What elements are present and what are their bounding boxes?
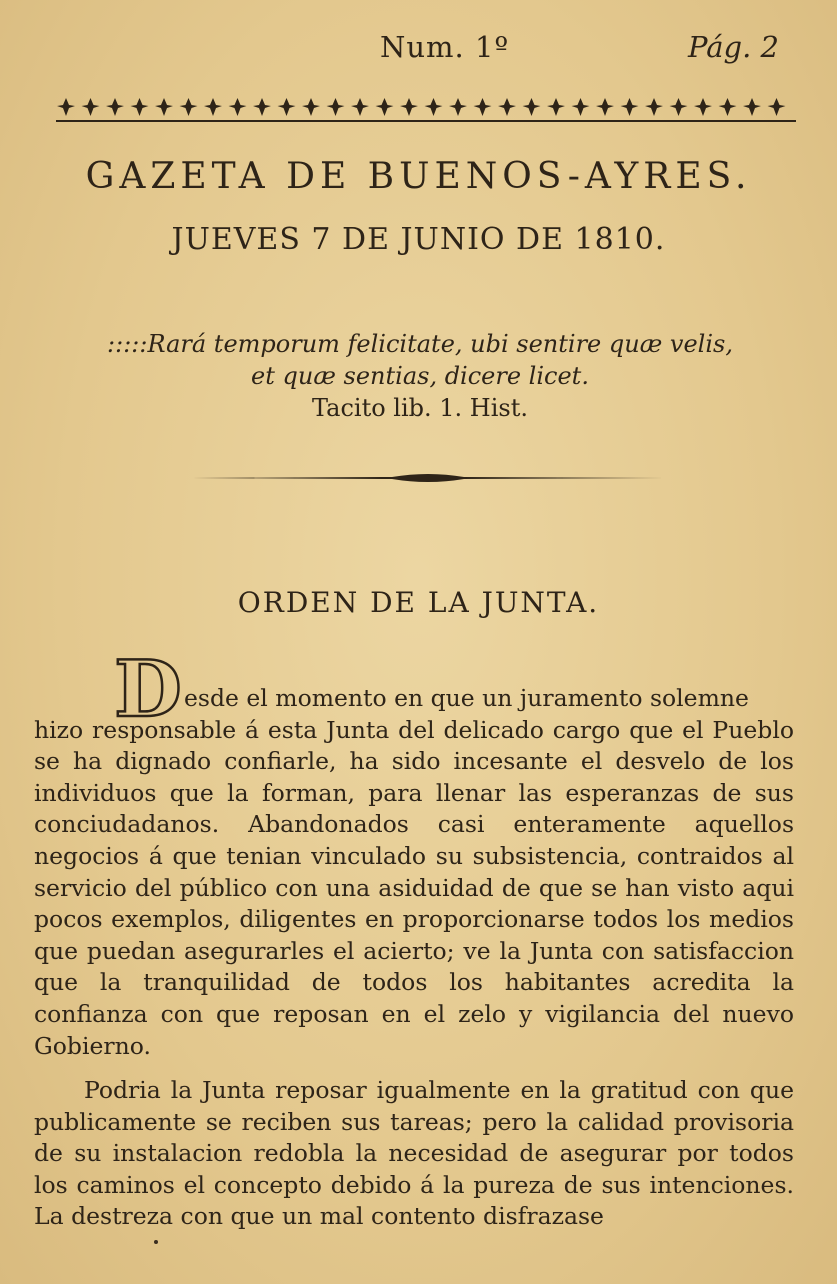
- fleuron-ornament: [425, 98, 443, 116]
- paragraph-1-body: hizo responsable á esta Junta del delicado cargo que el Pueblo se ha dignado confiarle, ha sido incesante el desvelo de los individuos que la forman, para llenar las esperanzas de sus conciudadanos. Abandonados casi enteramente aquellos negocios á que tenian vinculado su subsistencia, contraidos al servicio del público con una asiduidad de que se han visto aqui pocos exemplos, diligentes en proporcionarse todos los medios que puedan asegurarles el acierto; ve la Junta con satisfaccion que la tranquilidad de todos los habitantes acredita la confianza con que reposan en el zelo y vigilancia del nuevo Gobierno.: [34, 715, 794, 1060]
- section-divider: [192, 468, 664, 488]
- drop-cap-letter: D: [114, 652, 182, 728]
- fleuron-ornament: [719, 98, 737, 116]
- fleuron-ornament: [204, 98, 222, 116]
- fleuron-ornament: [302, 98, 320, 116]
- fleuron-ornament: [106, 98, 124, 116]
- fleuron-ornament: [743, 98, 761, 116]
- fleuron-ornament: [547, 98, 565, 116]
- fleuron-ornament: [523, 98, 541, 116]
- fleuron-ornament: [229, 98, 247, 116]
- fleuron-ornament: [670, 98, 688, 116]
- epigraph: [60, 328, 780, 424]
- ink-speck: [154, 1240, 158, 1244]
- fleuron-ornament: [278, 98, 296, 116]
- issue-number: Num. 1º: [380, 30, 510, 64]
- fleuron-ornament: [645, 98, 663, 116]
- newspaper-title: GAZETA DE BUENOS-AYRES.: [85, 156, 752, 197]
- epigraph-line-1: :::::Rará temporum felicitate, ubi sentire quæ velis,: [107, 330, 733, 358]
- fleuron-ornament: [694, 98, 712, 116]
- fleuron-ornament: [57, 98, 75, 116]
- fleuron-ornament: [351, 98, 369, 116]
- paragraph-1-first-line: esde el momento en que un juramento solemne: [184, 684, 749, 712]
- fleuron-ornament: [180, 98, 198, 116]
- epigraph-line-2: et quæ sentias, dicere licet.: [251, 362, 589, 390]
- ornamental-border: [56, 94, 796, 124]
- fleuron-ornament: [596, 98, 614, 116]
- fleuron-ornament: [376, 98, 394, 116]
- fleuron-ornament: [498, 98, 516, 116]
- issue-date: JUEVES 7 DE JUNIO DE 1810.: [171, 222, 666, 257]
- fleuron-ornament: [449, 98, 467, 116]
- fleuron-ornament: [400, 98, 418, 116]
- fleuron-ornament: [474, 98, 492, 116]
- article-paragraph-1: [34, 683, 794, 1062]
- fleuron-ornament: [155, 98, 173, 116]
- fleuron-ornament: [253, 98, 271, 116]
- fleuron-ornament: [768, 98, 786, 116]
- fleuron-ornament: [82, 98, 100, 116]
- fleuron-ornament: [621, 98, 639, 116]
- article-paragraph-2: Podria la Junta reposar igualmente en la gratitud con que publicamente se reciben sus tareas; pero la calidad provisoria de su instalacion redobla la necesidad de asegurar por todos los caminos el concepto debido á la pureza de sus intenciones. La destreza con que un mal contento disfrazase: [34, 1076, 794, 1231]
- page-number: Pág. 2: [688, 30, 779, 64]
- fleuron-ornament: [327, 98, 345, 116]
- section-heading: ORDEN DE LA JUNTA.: [237, 586, 600, 619]
- page-header: [0, 30, 837, 70]
- fleuron-ornament: [131, 98, 149, 116]
- epigraph-source: Tacito lib. 1. Hist.: [312, 394, 528, 422]
- fleuron-ornament: [572, 98, 590, 116]
